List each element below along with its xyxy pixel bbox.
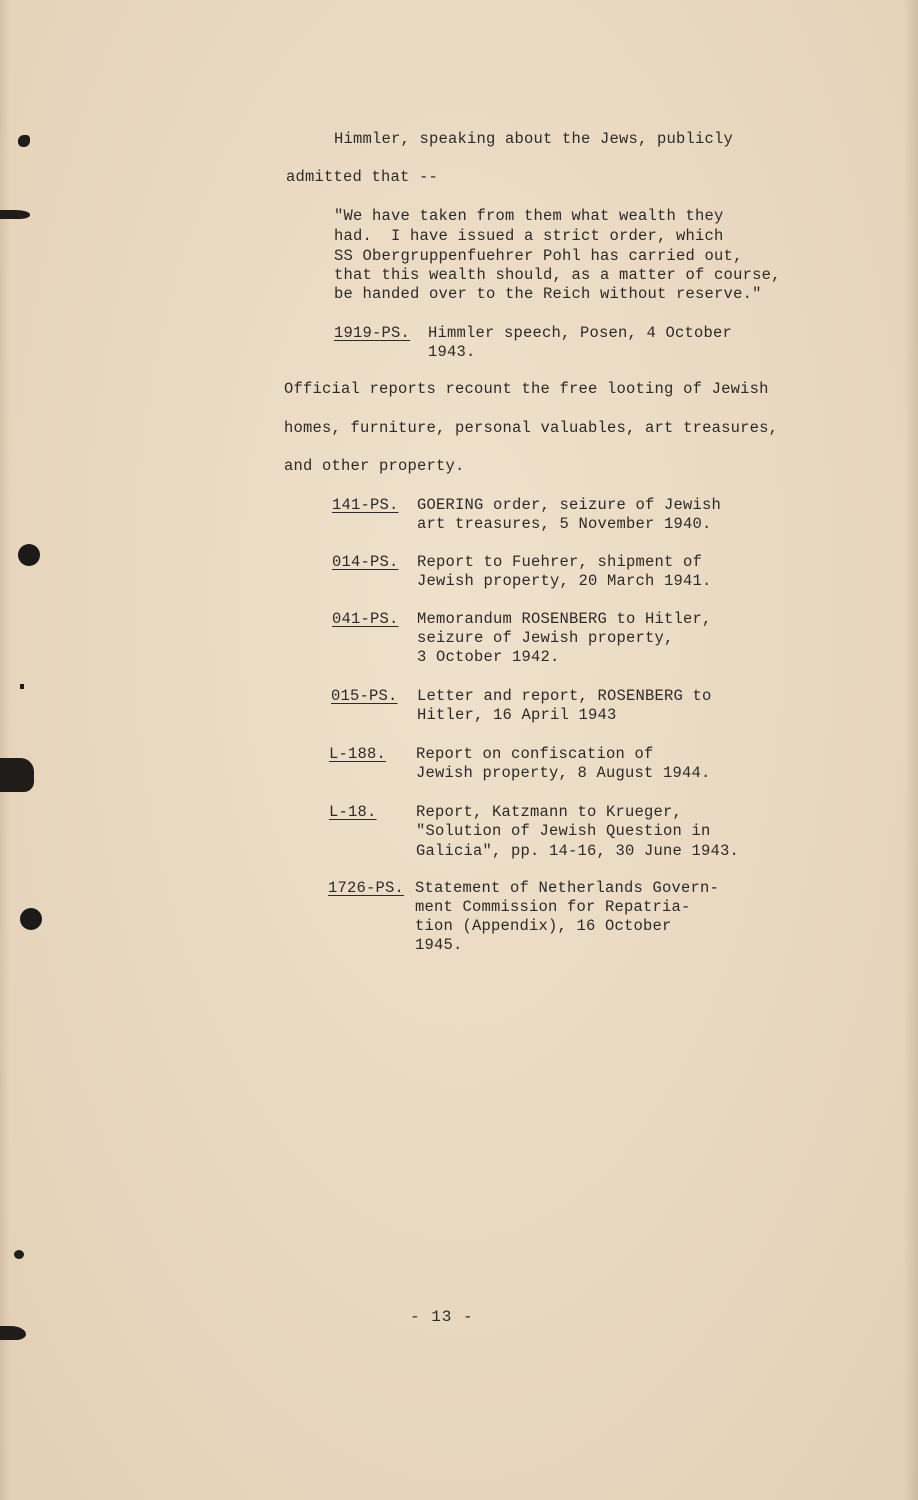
reference-desc-line: 3 October 1942.	[417, 648, 560, 666]
reference-desc-line: Galicia", pp. 14-16, 30 June 1943.	[416, 842, 740, 860]
paragraph-line: and other property.	[284, 457, 465, 475]
reference-id: L-188.	[329, 745, 387, 763]
reference-desc-line: Jewish property, 8 August 1944.	[416, 764, 711, 782]
reference-id: L-18.	[329, 803, 377, 821]
page-number: - 13 -	[410, 1308, 474, 1326]
quote-line: that this wealth should, as a matter of course,	[334, 266, 781, 284]
citation-desc-line: 1943.	[428, 343, 476, 361]
reference-desc-line: Report to Fuehrer, shipment of	[417, 553, 703, 571]
reference-desc-line: GOERING order, seizure of Jewish	[417, 496, 722, 514]
punch-hole	[20, 908, 42, 930]
reference-desc-line: seizure of Jewish property,	[417, 629, 674, 647]
reference-desc-line: tion (Appendix), 16 October	[415, 917, 672, 935]
margin-mark	[20, 684, 24, 689]
citation-desc-line: Himmler speech, Posen, 4 October	[428, 324, 733, 342]
margin-mark	[0, 210, 30, 219]
reference-desc-line: Report on confiscation of	[416, 745, 654, 763]
quote-line: had. I have issued a strict order, which	[334, 227, 724, 245]
reference-desc-line: art treasures, 5 November 1940.	[417, 515, 712, 533]
intro-line-1: Himmler, speaking about the Jews, publicly	[334, 130, 734, 148]
margin-mark	[0, 1326, 26, 1340]
left-edge-shadow	[0, 0, 10, 1500]
reference-desc-line: ment Commission for Repatria-	[415, 898, 691, 916]
reference-desc-line: Jewish property, 20 March 1941.	[417, 572, 712, 590]
margin-mark	[14, 1250, 24, 1259]
reference-desc-line: Statement of Netherlands Govern-	[415, 879, 720, 897]
right-edge-shadow	[904, 0, 918, 1500]
reference-id: 015-PS.	[331, 687, 398, 705]
reference-desc-line: "Solution of Jewish Question in	[416, 822, 711, 840]
paragraph-line: Official reports recount the free looting of Jewish	[284, 380, 769, 398]
citation-id: 1919-PS.	[334, 324, 411, 342]
margin-mark	[18, 135, 30, 147]
quote-line: SS Obergruppenfuehrer Pohl has carried out,	[334, 247, 743, 265]
quote-line: be handed over to the Reich without reserve."	[334, 285, 762, 303]
reference-desc-line: Memorandum ROSENBERG to Hitler,	[417, 610, 712, 628]
reference-id: 041-PS.	[332, 610, 399, 628]
reference-id: 1726-PS.	[328, 879, 405, 897]
reference-desc-line: Letter and report, ROSENBERG to	[417, 687, 712, 705]
reference-desc-line: 1945.	[415, 936, 463, 954]
punch-hole	[18, 544, 40, 566]
margin-mark	[0, 758, 34, 792]
reference-id: 141-PS.	[332, 496, 399, 514]
paragraph-line: homes, furniture, personal valuables, art treasures,	[284, 419, 779, 437]
reference-desc-line: Hitler, 16 April 1943	[417, 706, 617, 724]
quote-line: "We have taken from them what wealth they	[334, 207, 724, 225]
intro-line-2: admitted that --	[286, 168, 439, 186]
reference-desc-line: Report, Katzmann to Krueger,	[416, 803, 683, 821]
reference-id: 014-PS.	[332, 553, 399, 571]
